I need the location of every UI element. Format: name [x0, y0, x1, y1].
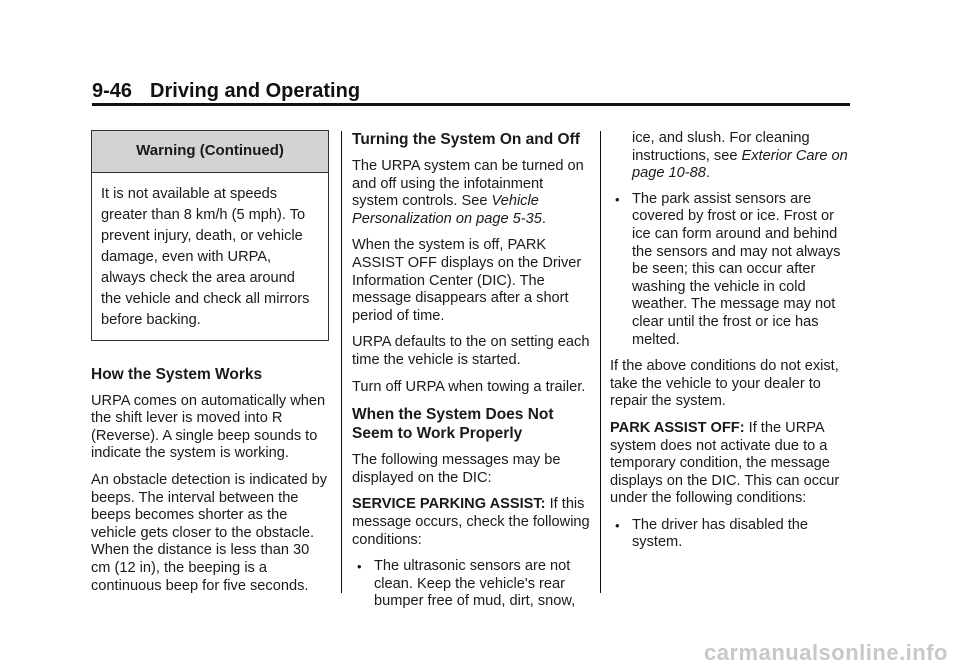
paragraph: The URPA system can be turned on and off using the infotainment system controls. See Vehicle Personalization on page 5-35. [352, 158, 584, 227]
bullet-list [352, 558, 592, 611]
warning-body: It is not available at speeds greater than 8 km/h (5 mph). To prevent injury, death, or vehicle damage, even with URPA, always check the area around the vehicle and check all mirrors before backing. [101, 185, 310, 328]
message-label: PARK ASSIST OFF: [610, 419, 745, 436]
page-number: 9-46 [92, 80, 133, 102]
paragraph: SERVICE PARKING ASSIST: If this message occurs, check the following conditions: [352, 496, 590, 548]
section-title: Driving and Operating [150, 80, 361, 102]
column-divider-2 [600, 131, 601, 593]
paragraph: URPA comes on automatically when the shift lever is moved into R (Reverse). A single beep sounds to indicate the system is working. [91, 392, 326, 462]
cross-reference-link: Vehicle Personalization on page 5-35 [352, 193, 542, 227]
page-header [92, 80, 360, 103]
paragraph: If the above conditions do not exist, take the vehicle to your dealer to repair the system. [610, 358, 839, 410]
bullet-list [610, 517, 850, 552]
paragraph: PARK ASSIST OFF: If the URPA system does not activate due to a temporary condition, the message displays on the DIC. This can occur under the following conditions: [610, 419, 840, 507]
paragraph: When the system is off, PARK ASSIST OFF displays on the Driver Information Center (DIC). The message disappears after a short period of time. [352, 237, 582, 324]
heading-turning-on-off: Turning the System On and Off [352, 131, 580, 148]
message-label: SERVICE PARKING ASSIST: [352, 496, 546, 513]
heading-how-system-works: How the System Works [91, 365, 263, 383]
column-divider-1 [341, 131, 342, 593]
warning-title: Warning (Continued) [92, 131, 328, 173]
column-1 [91, 130, 331, 604]
warning-box [91, 130, 329, 341]
paragraph: The following messages may be displayed on the DIC: [352, 452, 561, 486]
cross-reference-link: Exterior Care on page 10-88 [632, 147, 848, 182]
paragraph: URPA defaults to the on setting each time the vehicle is started. [352, 334, 590, 368]
column-3 [610, 130, 850, 561]
list-item: • The ultrasonic sensors are not clean. Keep the vehicle's rear bumper free of mud, dirt, snow, [352, 558, 592, 611]
list-item: • The driver has disabled the system. [610, 517, 850, 552]
paragraph: Turn off URPA when towing a trailer. [352, 378, 586, 395]
header-rule [92, 103, 850, 106]
bullet-list [610, 191, 850, 349]
paragraph: An obstacle detection is indicated by beeps. The interval between the beeps becomes shorter as the vehicle gets closer to the obstacle. When the distance is less than 30 cm (12 in), the beeping is a continuous beep for five seconds. [91, 471, 328, 594]
heading-not-working: When the System Does Not Seem to Work Properly [352, 406, 554, 443]
list-item: • The park assist sensors are covered by frost or ice. Frost or ice can form around and behind the sensors and may not always be seen; this can occur after washing the vehicle in cold weather. The message may not clear until the frost or ice has melted. [610, 191, 850, 349]
watermark: carmanualsonline.info [704, 640, 948, 665]
list-item-continuation: ice, and slush. For cleaning instructions, see Exterior Care on page 10-88. [632, 130, 848, 182]
column-2 [352, 130, 592, 620]
